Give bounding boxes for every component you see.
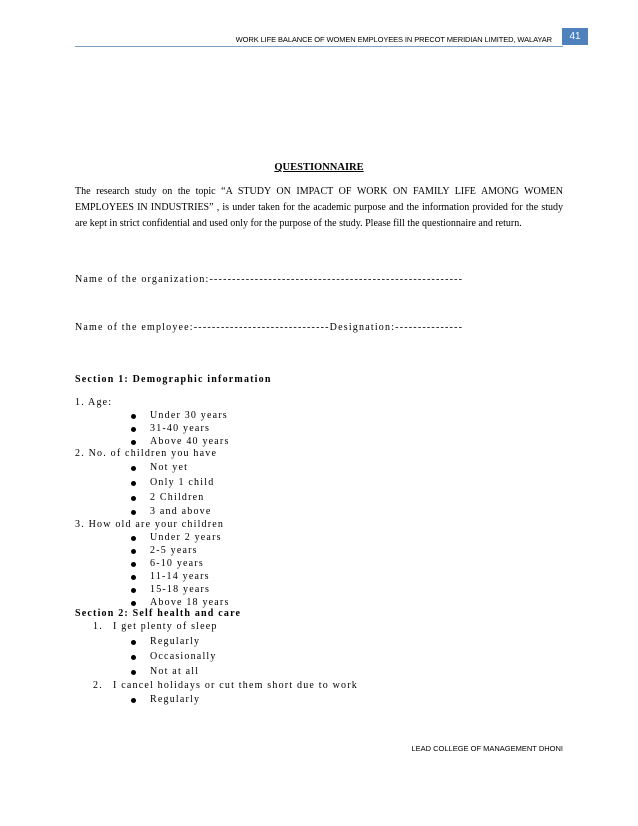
bullet-icon bbox=[131, 427, 136, 432]
bullet-icon bbox=[131, 588, 136, 593]
bullet-icon bbox=[131, 414, 136, 419]
question-sleep: I get plenty of sleep bbox=[113, 621, 218, 632]
question-number-1: 1. bbox=[93, 621, 103, 632]
bullet-icon bbox=[131, 510, 136, 515]
section-1-heading: Section 1: Demographic information bbox=[75, 374, 272, 385]
page-footer: LEAD COLLEGE OF MANAGEMENT DHONI bbox=[411, 744, 563, 753]
question-holidays: I cancel holidays or cut them short due to work bbox=[113, 680, 358, 691]
section-2-heading: Section 2: Self health and care bbox=[75, 608, 242, 619]
bullet-icon bbox=[131, 640, 136, 645]
bullet-icon bbox=[131, 549, 136, 554]
running-header: WORK LIFE BALANCE OF WOMEN EMPLOYEES IN PRECOT MERIDIAN LIMITED, WALAYAR bbox=[235, 35, 552, 44]
question-number-2: 2. bbox=[93, 680, 103, 691]
bullet-icon bbox=[131, 670, 136, 675]
intro-paragraph: The research study on the topic “A STUDY ON IMPACT OF WORK ON FAMILY LIFE AMONG WOMEN EMPLOYEES IN INDUSTRIES” , is under taken for the academic purpose and the information provided for the study are kept in strict confidential and used only for the purpose of the study. Please fill the questionnaire and return. bbox=[75, 186, 563, 229]
organization-name-field[interactable]: Name of the organization:-------------------------------------------------------- bbox=[75, 274, 464, 285]
bullet-icon bbox=[131, 562, 136, 567]
question-age: 1. Age: bbox=[75, 397, 113, 408]
question-children-age: 3. How old are your children bbox=[75, 519, 225, 530]
question-children: 2. No. of children you have bbox=[75, 448, 218, 459]
bullet-icon bbox=[131, 698, 136, 703]
page-number: 41 bbox=[562, 28, 588, 45]
bullet-icon bbox=[131, 466, 136, 471]
bullet-icon bbox=[131, 481, 136, 486]
bullet-icon bbox=[131, 575, 136, 580]
bullet-icon bbox=[131, 601, 136, 606]
header-rule bbox=[75, 46, 563, 47]
page-title: QUESTIONNAIRE bbox=[274, 162, 364, 173]
bullet-icon bbox=[131, 655, 136, 660]
employee-name-field[interactable]: Name of the employee:------------------------------Designation:--------------- bbox=[75, 322, 464, 333]
bullet-icon bbox=[131, 536, 136, 541]
bullet-icon bbox=[131, 440, 136, 445]
bullet-icon bbox=[131, 496, 136, 501]
